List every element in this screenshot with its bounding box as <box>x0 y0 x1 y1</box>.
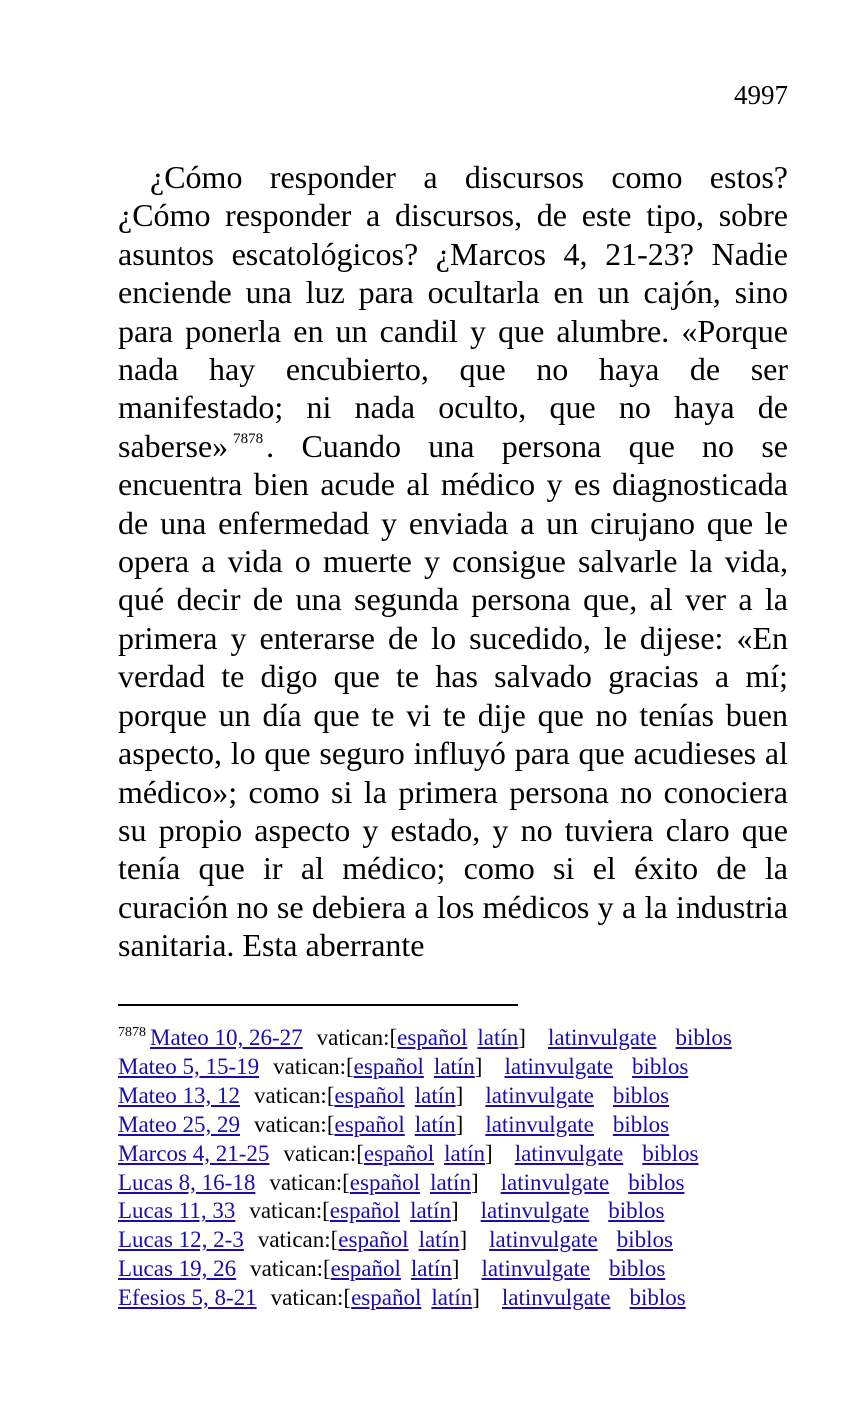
bible-reference-link[interactable]: Mateo 10, 26-27 <box>150 1025 303 1050</box>
latinvulgate-link[interactable]: latinvulgate <box>501 1285 611 1311</box>
vatican-label: vatican: <box>250 1256 323 1282</box>
vatican-spanish-link[interactable]: español <box>334 1082 405 1108</box>
biblos-link[interactable]: biblos <box>612 1082 670 1108</box>
latinvulgate-link[interactable]: latinvulgate <box>547 1025 657 1050</box>
vatican-latin-link[interactable]: latín <box>414 1111 456 1137</box>
biblos-link[interactable]: biblos <box>629 1285 686 1311</box>
bible-reference-link[interactable]: Lucas 12, 2-3 <box>118 1227 244 1253</box>
vatican-spanish-link[interactable]: español <box>363 1140 435 1166</box>
biblos-link[interactable]: biblos <box>628 1169 685 1195</box>
vatican-latin-link[interactable]: latín <box>414 1082 456 1108</box>
footnote-line <box>118 1140 798 1169</box>
page-number: 4997 <box>734 80 788 110</box>
footnote-line <box>118 1024 798 1053</box>
footnote-line <box>118 1197 798 1226</box>
footnote-line <box>118 1284 798 1313</box>
footnote-line <box>118 1111 798 1140</box>
biblos-link[interactable]: biblos <box>616 1227 673 1253</box>
vatican-label: vatican: <box>257 1227 331 1253</box>
vatican-spanish-link[interactable]: español <box>353 1053 424 1079</box>
open-bracket: [ <box>326 1082 335 1108</box>
vatican-label: vatican: <box>269 1169 343 1195</box>
vatican-spanish-link[interactable]: español <box>351 1285 422 1311</box>
bible-reference-link[interactable]: Lucas 19, 26 <box>118 1256 237 1282</box>
vatican-spanish-link[interactable]: español <box>349 1169 421 1195</box>
vatican-spanish-link[interactable]: español <box>334 1111 405 1137</box>
latinvulgate-link[interactable]: latinvulgate <box>481 1256 591 1282</box>
biblos-link[interactable]: biblos <box>675 1025 732 1050</box>
footnote-line <box>118 1226 798 1255</box>
vatican-spanish-link[interactable]: español <box>330 1256 401 1282</box>
vatican-latin-link[interactable]: latín <box>431 1285 473 1311</box>
vatican-latin-link[interactable]: latín <box>433 1053 475 1079</box>
bible-reference-link[interactable]: Efesios 5, 8-21 <box>118 1285 257 1311</box>
latinvulgate-link[interactable]: latinvulgate <box>489 1227 598 1253</box>
footnote-rule <box>118 1004 518 1006</box>
vatican-label: vatican: <box>316 1025 390 1050</box>
vatican-latin-link[interactable]: latín <box>477 1025 519 1050</box>
vatican-label: vatican: <box>283 1140 357 1166</box>
vatican-latin-link[interactable]: latín <box>418 1227 460 1253</box>
footnotes <box>118 1024 798 1313</box>
open-bracket: [ <box>322 1198 330 1224</box>
close-bracket: ] <box>455 1082 464 1108</box>
close-bracket: ] <box>451 1256 460 1282</box>
bible-reference-link[interactable]: Mateo 5, 15-19 <box>118 1053 260 1079</box>
footnote-reference[interactable]: 7878 <box>233 430 264 447</box>
close-bracket: ] <box>459 1227 468 1253</box>
bible-reference-link[interactable]: Mateo 25, 29 <box>118 1111 241 1137</box>
vatican-latin-link[interactable]: latín <box>410 1256 452 1282</box>
paragraph-text-start: ¿Cómo responder a discursos como estos? ¿Cómo responder a discursos, de este tipo, sobre asuntos escatológicos? ¿Marcos 4, 21-23? Nadie enciende una luz para ocultarla en un cajón, sino para ponerla en un candil y que alumbre. «Porque nada hay encubierto, que no haya de ser manifestado; ni nada oculto, que no haya de saberse» <box>118 159 788 464</box>
close-bracket: ] <box>474 1053 483 1079</box>
vatican-label: vatican: <box>273 1053 346 1079</box>
close-bracket: ] <box>485 1140 493 1166</box>
body-text <box>118 158 788 965</box>
vatican-spanish-link[interactable]: español <box>397 1025 468 1050</box>
vatican-label: vatican: <box>270 1285 344 1311</box>
biblos-link[interactable]: biblos <box>609 1256 666 1282</box>
close-bracket: ] <box>470 1169 479 1195</box>
bible-reference-link[interactable]: Mateo 13, 12 <box>118 1082 241 1108</box>
vatican-label: vatican: <box>254 1111 327 1137</box>
body-paragraph <box>118 158 788 965</box>
bible-reference-link[interactable]: Lucas 11, 33 <box>118 1198 236 1224</box>
biblos-link[interactable]: biblos <box>612 1111 670 1137</box>
close-bracket: ] <box>472 1285 480 1311</box>
bible-reference-link[interactable]: Lucas 8, 16-18 <box>118 1169 256 1195</box>
paragraph-text-end: . Cuando una persona que no se encuentra bien acude al médico y es diagnosticada de una enfermedad y enviada a un cirujano que le opera a vida o muerte y consigue salvarle la vida, qué decir de una segunda persona que, al ver a la primera y enterarse de lo sucedido, le dijese: «En verdad te digo que te has salvado gracias a mí; porque un día que te vi te dije que no tenías buen aspecto, lo que seguro influyó para que acudieses al médico»; como si la primera persona no conociera su propio aspecto y estado, y no tuviera claro que tenía que ir al médico; como si el éxito de la curación no se debiera a los médicos y a la industria sanitaria. Esta aberrante <box>118 427 788 964</box>
vatican-spanish-link[interactable]: español <box>329 1198 401 1224</box>
footnote-line <box>118 1053 798 1082</box>
latinvulgate-link[interactable]: latinvulgate <box>485 1111 594 1137</box>
open-bracket: [ <box>322 1256 331 1282</box>
open-bracket: [ <box>326 1111 335 1137</box>
vatican-latin-link[interactable]: latín <box>410 1198 451 1224</box>
biblos-link[interactable]: biblos <box>608 1198 665 1224</box>
footnote-line <box>118 1169 798 1198</box>
biblos-link[interactable]: biblos <box>642 1140 699 1166</box>
latinvulgate-link[interactable]: latinvulgate <box>504 1053 614 1079</box>
latinvulgate-link[interactable]: latinvulgate <box>514 1140 624 1166</box>
biblos-link[interactable]: biblos <box>632 1053 689 1079</box>
open-bracket: [ <box>330 1227 339 1253</box>
open-bracket: [ <box>356 1140 364 1166</box>
close-bracket: ] <box>455 1111 464 1137</box>
open-bracket: [ <box>345 1053 354 1079</box>
close-bracket: ] <box>450 1198 459 1224</box>
footnote-number: 7878 <box>118 1025 146 1040</box>
open-bracket: [ <box>342 1169 350 1195</box>
latinvulgate-link[interactable]: latinvulgate <box>500 1169 610 1195</box>
footnote-line <box>118 1255 798 1284</box>
vatican-label: vatican: <box>249 1198 323 1224</box>
vatican-latin-link[interactable]: latín <box>444 1140 486 1166</box>
bible-reference-link[interactable]: Marcos 4, 21-25 <box>118 1140 270 1166</box>
vatican-latin-link[interactable]: latín <box>430 1169 471 1195</box>
open-bracket: [ <box>343 1285 352 1311</box>
vatican-spanish-link[interactable]: español <box>338 1227 409 1253</box>
footnote-line <box>118 1082 798 1111</box>
vatican-label: vatican: <box>254 1082 327 1108</box>
open-bracket: [ <box>389 1025 398 1050</box>
close-bracket: ] <box>518 1025 526 1050</box>
latinvulgate-link[interactable]: latinvulgate <box>480 1198 590 1224</box>
latinvulgate-link[interactable]: latinvulgate <box>485 1082 594 1108</box>
